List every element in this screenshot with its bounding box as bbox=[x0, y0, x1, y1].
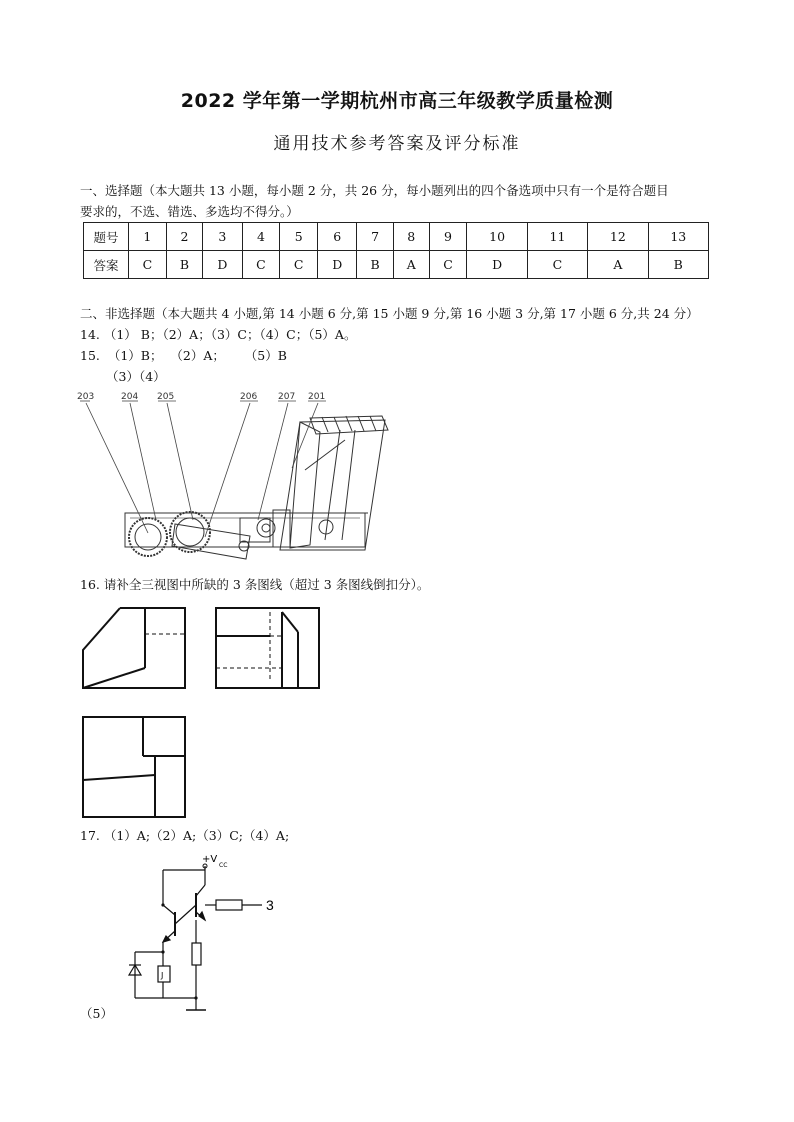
output-resistor bbox=[216, 900, 242, 910]
table-cell: 12 bbox=[588, 223, 648, 251]
base-plate bbox=[125, 513, 365, 547]
pivot-hole bbox=[262, 524, 270, 532]
tilted-box bbox=[280, 420, 385, 550]
support-column bbox=[273, 510, 290, 547]
row-header-number: 题号 bbox=[84, 223, 129, 251]
label-203: 203 bbox=[77, 392, 95, 402]
section1-intro bbox=[80, 180, 720, 222]
link-block bbox=[240, 518, 270, 542]
q15-answer-line1: 15. （1）B； （2）A； （5）B bbox=[80, 348, 287, 363]
table-cell: 7 bbox=[357, 223, 393, 251]
q15-answer-line2: （3）（4） bbox=[106, 369, 166, 384]
diode bbox=[129, 965, 141, 975]
table-cell: A bbox=[588, 251, 648, 279]
table-cell: B bbox=[166, 251, 202, 279]
vcc-subscript: CC bbox=[219, 862, 228, 869]
gear-left bbox=[129, 518, 167, 556]
table-cell: A bbox=[393, 251, 429, 279]
table-cell: 3 bbox=[203, 223, 242, 251]
table-cell: 6 bbox=[318, 223, 357, 251]
table-cell: C bbox=[429, 251, 467, 279]
table-cell: D bbox=[318, 251, 357, 279]
label-201: 201 bbox=[308, 392, 326, 402]
crank-arm bbox=[172, 524, 250, 559]
vcc-label: +V bbox=[202, 854, 218, 865]
answer-table bbox=[83, 222, 709, 279]
side-view bbox=[216, 608, 319, 688]
table-cell: 10 bbox=[467, 223, 527, 251]
table-cell: B bbox=[648, 251, 708, 279]
gear-left-hub bbox=[135, 524, 161, 550]
q16-prompt: 16. 请补全三视图中所缺的 3 条图线（超过 3 条图线倒扣分）。 bbox=[80, 577, 430, 592]
q17-answer: 17. （1）A;（2）A;（3）C;（4）A; bbox=[80, 828, 290, 843]
section1-intro-line1: 一、选择题（本大题共 13 小题，每小题 2 分，共 26 分，每小题列出的四个备选项中只有一个是符合题目 bbox=[80, 183, 669, 198]
table-cell: 2 bbox=[166, 223, 202, 251]
table-cell: 8 bbox=[393, 223, 429, 251]
gear-right bbox=[170, 512, 210, 552]
table-row-answers bbox=[84, 251, 709, 279]
row-header-answer: 答案 bbox=[84, 251, 129, 279]
table-cell: 5 bbox=[280, 223, 318, 251]
section2-intro: 二、非选择题（本大题共 4 小题,第 14 小题 6 分,第 15 小题 9 分,第 16 小题 3 分,第 17 小题 6 分,共 24 分） bbox=[80, 306, 699, 321]
front-view bbox=[83, 608, 185, 688]
q17-part5-label: （5） bbox=[80, 1006, 113, 1021]
page-subtitle: 通用技术参考答案及评分标准 bbox=[273, 134, 521, 154]
table-cell: 11 bbox=[527, 223, 587, 251]
top-view bbox=[83, 717, 185, 817]
gear-right-hub bbox=[176, 518, 204, 546]
relay-label: J bbox=[161, 971, 164, 980]
grip-plates bbox=[310, 416, 388, 434]
base-resistor bbox=[192, 943, 201, 965]
table-cell: 9 bbox=[429, 223, 467, 251]
label-204: 204 bbox=[121, 392, 139, 402]
table-cell: D bbox=[203, 251, 242, 279]
table-cell: 4 bbox=[242, 223, 280, 251]
output-label: 3 bbox=[266, 897, 274, 913]
relay-coil bbox=[158, 966, 170, 982]
label-206: 206 bbox=[240, 392, 258, 402]
table-cell: C bbox=[280, 251, 318, 279]
table-cell: 1 bbox=[129, 223, 167, 251]
table-cell: C bbox=[527, 251, 587, 279]
table-cell: 13 bbox=[648, 223, 708, 251]
section1-intro-line2: 要求的，不选、错选、多选均不得分。） bbox=[80, 204, 299, 219]
tilted-box-side bbox=[290, 422, 320, 548]
table-cell: B bbox=[357, 251, 393, 279]
box-hole bbox=[319, 520, 333, 534]
label-207: 207 bbox=[278, 392, 296, 402]
crank-pin bbox=[239, 541, 249, 551]
table-cell: C bbox=[129, 251, 167, 279]
pivot-disk bbox=[257, 519, 275, 537]
page-title: 2022 学年第一学期杭州市高三年级教学质量检测 bbox=[180, 90, 614, 112]
q14-answer: 14. （1） B；（2）A；（3）C；（4）C；（5）A。 bbox=[80, 327, 357, 342]
label-205: 205 bbox=[157, 392, 175, 402]
table-cell: D bbox=[467, 251, 527, 279]
table-row-numbers bbox=[84, 223, 709, 251]
table-cell: C bbox=[242, 251, 280, 279]
